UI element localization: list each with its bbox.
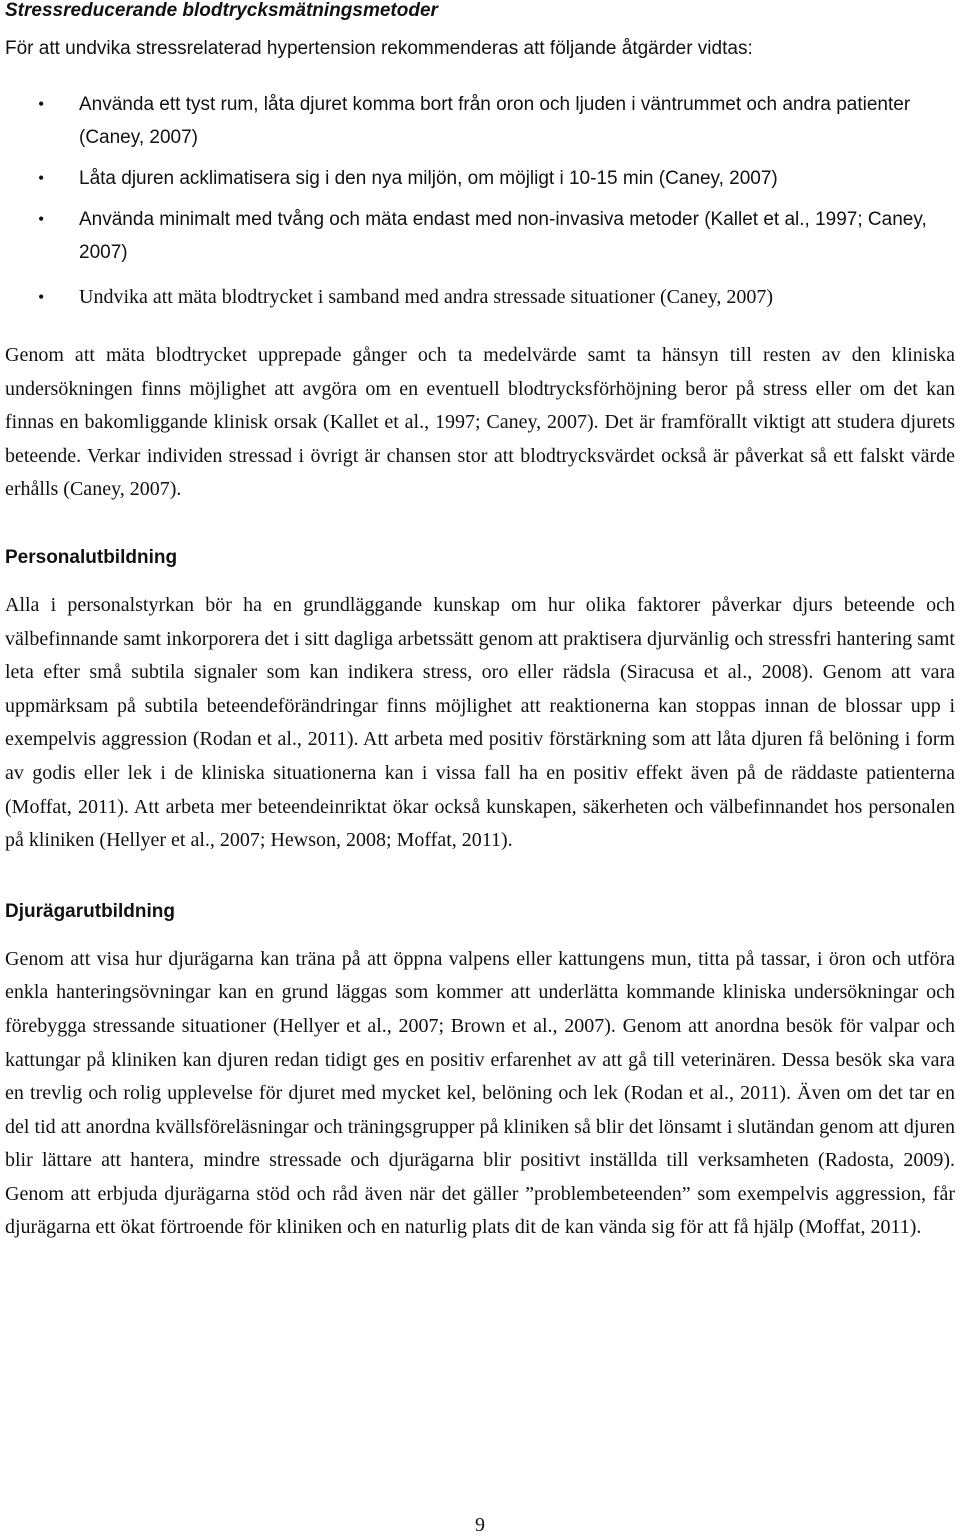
paragraph-owner-training: Genom att visa hur djurägarna kan träna på att öppna valpens eller kattungens mun, titta på tassar, i öron och utföra enkla hanteringsövningar kan en grund läggas som kommer att underlätta kommande kliniska undersökningar och förebygga stressande situationer (Hellyer et al., 2007; Brown et al., 2007). Genom att anordna besök för valpar och kattungar på kliniken kan djuren redan tidigt ges en positiv erfarenhet av att gå till veterinären. Dessa besök ska vara en trevlig och rolig upplevelse för djuret med mycket kel, belöning och lek (Rodan et al., 2011). Även om det tar en del tid att anordna kvällsföreläsningar och träningsgrupper på kliniken så blir det lönsamt i slutändan genom att djuren blir lättare att hantera, mindre stressade och djurägarna blir positivt inställda till verksamheten (Radosta, 2009). Genom att erbjuda djurägarna stöd och råd även när det gäller ”problembeteenden” som exempelvis aggression, får djurägarna ett ökat förtroende för kliniken och en naturlig plats dit de kan vända sig för att få hjälp (Moffat, 2011). [5,947,955,1239]
list-item [5,162,955,195]
list-item [5,203,955,269]
bullet-icon: • [38,94,45,114]
section-heading-staff-training: Personalutbildning [5,546,178,568]
page-number: 9 [475,1514,485,1536]
list-item [5,88,955,154]
list-item-text: Undvika att mäta blodtrycket i samband med andra stressade situationer (Caney, 2007) [79,286,774,308]
list-item [5,281,955,313]
paragraph-staff-training: Alla i personalstyrkan bör ha en grundläggande kunskap om hur olika faktorer påverkar djurs beteende och välbefinnande samt inkorporera det i sitt dagliga arbetssätt genom att praktisera djurvänlig och stressfri hantering samt leta efter små subtila signaler som kan indikera stress, oro eller rädsla (Siracusa et al., 2008). Genom att vara uppmärksam på subtila beteendeförändringar finns möjlighet att reaktionerna kan stoppas innan de blossar upp i exempelvis aggression (Rodan et al., 2011). Att arbeta med positiv förstärkning som att låta djuren få belöning i form av godis eller lek i de kliniska situationerna kan i vissa fall ha en positiv effekt även på de räddaste patienterna (Moffat, 2011). Att arbeta mer beteendeinriktat ökar också kunskapen, säkerheten och välbefinnandet hos personalen på kliniken (Hellyer et al., 2007; Hewson, 2008; Moffat, 2011). [5,593,955,852]
list-item-text: Använda ett tyst rum, låta djuret komma bort från oron och ljuden i väntrummet och andra patienter (Caney, 2007) [79,94,911,148]
recommendation-list [5,88,955,313]
bullet-icon: • [38,168,45,188]
list-item-text: Använda minimalt med tvång och mäta endast med non-invasiva metoder (Kallet et al., 1997; Caney, 2007) [79,209,927,263]
document-page [5,0,955,1245]
section-heading-blood-pressure: Stressreducerande blodtrycksmätningsmetoder [5,0,438,21]
list-item-text: Låta djuren acklimatisera sig i den nya miljön, om möjligt i 10-15 min (Caney, 2007) [79,168,778,189]
section-heading-owner-training: Djurägarutbildning [5,900,175,922]
intro-text: För att undvika stressrelaterad hypertension rekommenderas att följande åtgärder vidtas: [5,38,753,59]
bullet-icon: • [38,209,45,229]
paragraph-blood-pressure: Genom att mäta blodtrycket upprepade gånger och ta medelvärde samt ta hänsyn till resten av den kliniska undersökningen finns möjlighet att avgöra om en eventuell blodtrycksförhöjning beror på stress eller om det kan finnas en bakomliggande klinisk orsak (Kallet et al., 1997; Caney, 2007). Det är framförallt viktigt att studera djurets beteende. Verkar individen stressad i övrigt är chansen stor att blodtrycksvärdet också är påverkat så ett falskt värde erhålls (Caney, 2007). [5,344,955,501]
bullet-icon: • [38,287,45,307]
